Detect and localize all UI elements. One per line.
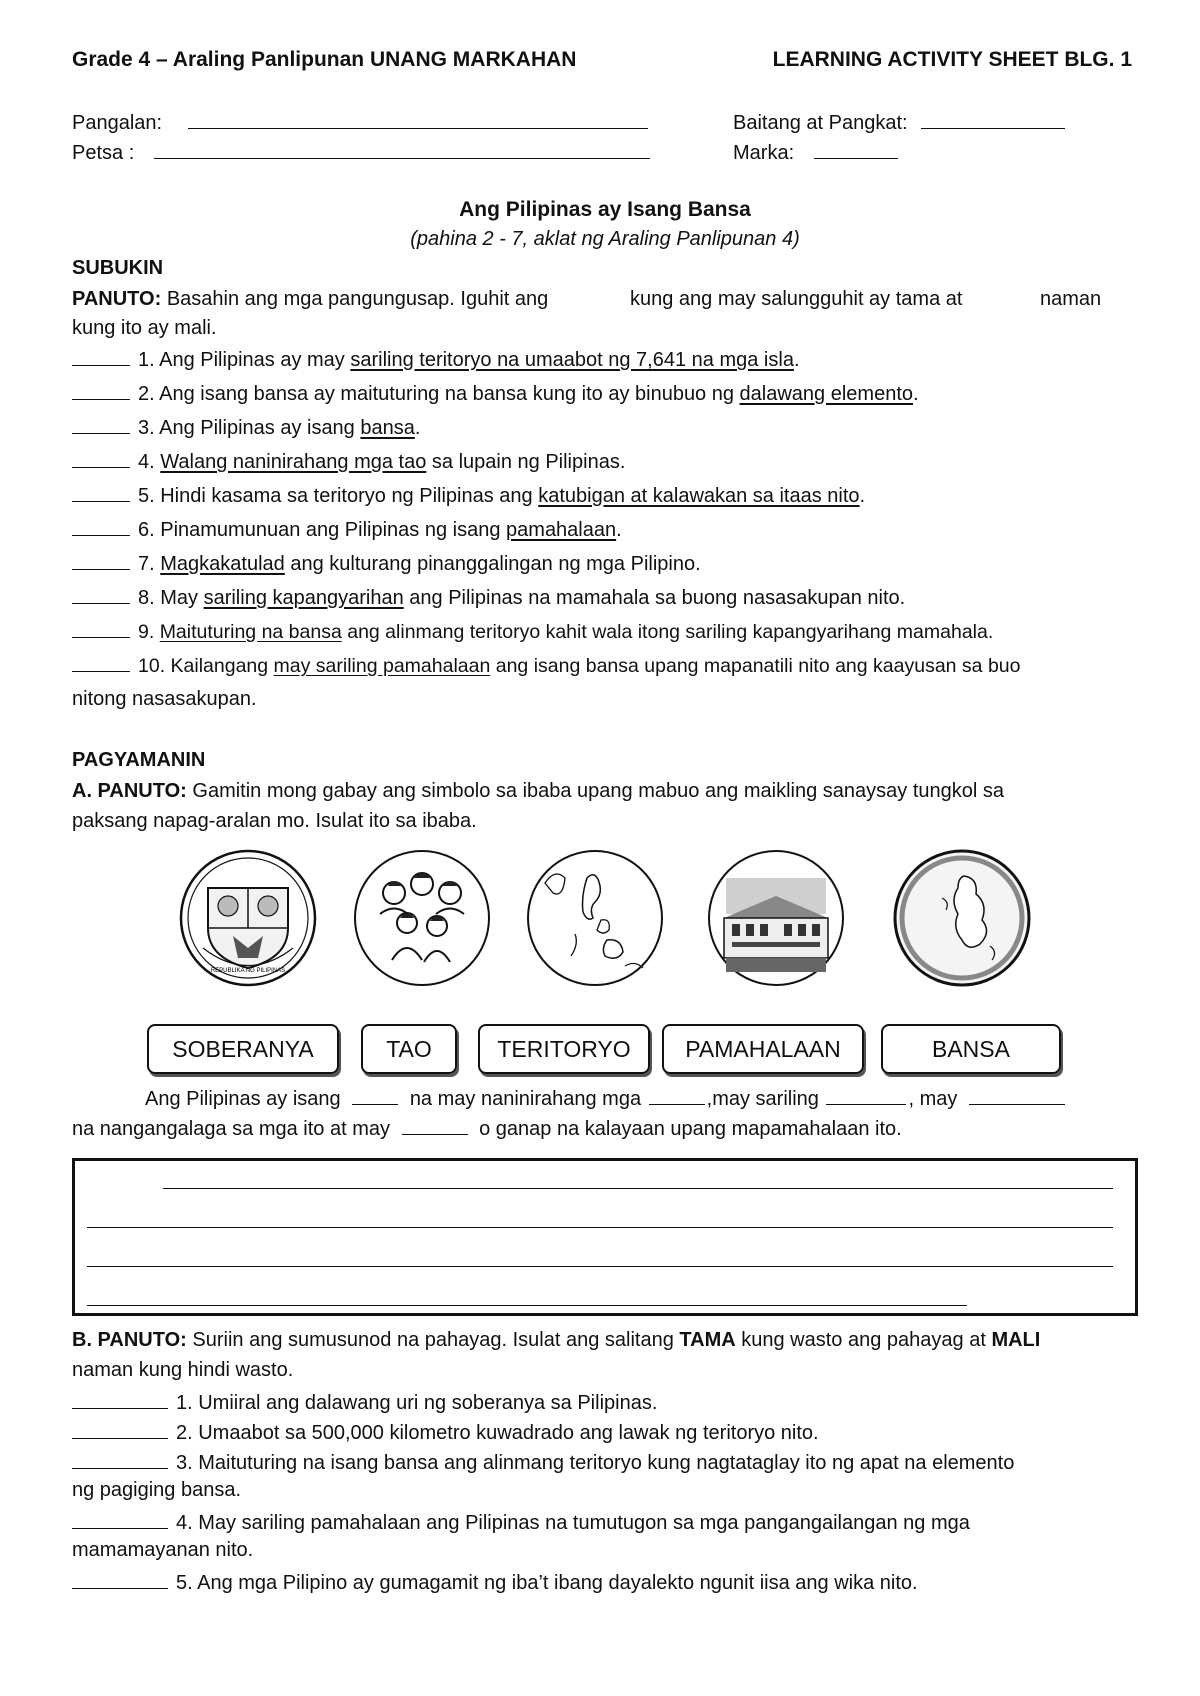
b-item [72,1450,1014,1475]
essay-text: na may naninirahang mga [409,1088,642,1110]
answer-blank[interactable] [72,1570,168,1589]
pagyamanin-directions [72,781,1004,801]
answer-blank[interactable] [72,551,130,570]
b-panuto-label: B. PANUTO: [72,1329,187,1351]
b-directions [72,1330,1040,1350]
subukin-item [72,619,993,644]
answer-blank[interactable] [72,483,130,502]
essay-blank[interactable] [352,1086,398,1105]
b-item [72,1570,918,1595]
answer-blank[interactable] [72,619,130,638]
name-label: Pangalan: [72,112,163,134]
philippine-seal-icon [178,848,318,988]
subukin-heading: SUBUKIN [72,257,164,279]
subukin-item [72,483,865,508]
b-panuto-text-mid: kung wasto ang pahayag at [741,1329,986,1351]
item-10-continuation: nitong nasasakupan. [72,688,257,710]
item-underlined: bansa [360,417,415,439]
item-underlined: Maituturing na bansa [159,621,342,643]
panuto-text-a: Basahin ang mga pangungusap. Iguhit ang [166,288,549,310]
subukin-item [72,381,919,406]
essay-answer-box[interactable] [72,1158,1138,1316]
answer-blank[interactable] [72,449,130,468]
answer-blank[interactable] [72,585,130,604]
item-text: 1. Ang Pilipinas ay may [138,349,351,371]
page-title: Ang Pilipinas ay Isang Bansa [459,198,751,221]
word-tao: TAO [361,1024,457,1074]
score-label: Marka: [733,142,795,164]
essay-text: Ang Pilipinas ay isang [145,1088,341,1110]
subukin-item [72,449,625,474]
word-bansa: BANSA [881,1024,1061,1074]
b-item-3-continuation: ng pagiging bansa. [72,1479,242,1501]
answer-blank[interactable] [72,517,130,536]
score-field [733,140,898,163]
item-text-end: ang isang bansa upang mapanatili nito ang kaayusan sa buo [490,655,1021,677]
item-underlined: may sariling pamahalaan [273,655,491,677]
item-underlined: Walang naninirahang mga tao [160,451,427,473]
b-item [72,1510,970,1535]
pagyamanin-heading: PAGYAMANIN [72,749,206,771]
b-item [72,1420,819,1445]
item-text-end: ang Pilipinas na mamahala sa buong nasasakupan nito. [403,587,906,609]
answer-line[interactable] [163,1188,1113,1189]
page-subtitle: (pahina 2 - 7, aklat ng Araling Panlipunan 4) [410,228,800,250]
item-text: 4. [138,451,161,473]
item-underlined: dalawang elemento [739,383,914,405]
subukin-item [72,415,420,440]
panuto-label: PANUTO: [72,288,162,310]
date-blank[interactable] [154,140,650,159]
item-text-end: ang alinmang teritoryo kahit wala itong sariling kapangyarihang mamahala. [341,621,994,643]
item-text-end: . [616,519,622,541]
answer-blank[interactable] [72,1390,168,1409]
a-panuto-text: Gamitin mong gabay ang simbolo sa ibaba upang mabuo ang maikling sanaysay tungkol sa [192,780,1005,802]
a-panuto-text-2: paksang napag-aralan mo. Isulat ito sa ibaba. [72,810,477,832]
answer-blank[interactable] [72,1450,168,1469]
word-pamahalaan: PAMAHALAAN [662,1024,864,1074]
answer-blank[interactable] [72,347,130,366]
item-underlined: sariling kapangyarihan [203,587,404,609]
subukin-item [72,347,800,372]
essay-blank[interactable] [826,1086,906,1105]
people-icon [352,848,492,988]
item-text-end: . [859,485,866,507]
item-underlined: pamahalaan [506,519,617,541]
globe-icon [892,848,1032,988]
essay-blank[interactable] [402,1116,468,1135]
item-text-end: ang kulturang pinanggalingan ng mga Pilipino. [284,553,701,575]
item-text: 5. Hindi kasama sa teritoryo ng Pilipinas ang [138,485,539,507]
answer-blank[interactable] [72,1510,168,1529]
a-panuto-label: A. PANUTO: [72,780,187,802]
item-text-end: sa lupain ng Pilipinas. [426,451,626,473]
tama-keyword: TAMA [679,1329,736,1351]
essay-blank[interactable] [969,1086,1065,1105]
b-item-text: 3. Maituturing na isang bansa ang alinmang teritoryo kung nagtataglay ito ng apat na elemento [176,1452,1015,1474]
essay-text: , may [908,1088,958,1110]
b-item-text: 1. Umiiral ang dalawang uri ng soberanya sa Pilipinas. [176,1392,658,1414]
name-field [72,110,648,133]
item-underlined: sariling teritoryo na umaabot ng 7,641 na mga isla [350,349,794,371]
essay-line-2 [72,1116,902,1139]
answer-blank[interactable] [72,1420,168,1439]
item-text: 7. [138,553,161,575]
mali-keyword: MALI [991,1329,1041,1351]
essay-blank[interactable] [649,1086,705,1105]
grade-section-label: Baitang at Pangkat: [733,112,908,134]
b-item-4-continuation: mamamayanan nito. [72,1539,254,1561]
item-text: 8. May [138,587,204,609]
header-subject: Grade 4 – Araling Panlipunan UNANG MARKAHAN [72,48,577,71]
grade-section-blank[interactable] [921,110,1065,129]
item-text-end: . [913,383,919,405]
item-text: 3. Ang Pilipinas ay isang [138,417,361,439]
answer-blank[interactable] [72,381,130,400]
word-teritoryo: TERITORYO [478,1024,650,1074]
subukin-directions [72,289,548,309]
essay-line-1 [145,1086,1065,1109]
item-text-end: . [793,349,800,371]
subukin-item [72,517,622,542]
subukin-item [72,585,905,610]
date-field [72,140,650,163]
b-item-text: 5. Ang mga Pilipino ay gumagamit ng iba’t ibang dayalekto ngunit iisa ang wika nito. [176,1572,918,1594]
item-text: 6. Pinamumunuan ang Pilipinas ng isang [138,519,507,541]
philippine-map-icon [525,848,665,988]
subukin-item [72,551,701,576]
answer-blank[interactable] [72,415,130,434]
item-text: 2. Ang isang bansa ay maituturing na bansa kung ito ay binubuo ng [138,383,740,405]
answer-line[interactable] [87,1227,1113,1228]
b-item [72,1390,657,1415]
item-underlined: katubigan at kalawakan sa itaas nito [538,485,860,507]
date-label: Petsa : [72,142,135,164]
panuto-text-c: naman [1040,288,1102,310]
score-blank[interactable] [814,140,898,159]
answer-blank[interactable] [72,653,130,672]
b-item-text: 4. May sariling pamahalaan ang Pilipinas na tumutugon sa mga pangangailangan ng mga [176,1512,970,1534]
item-text: 10. Kailangang [138,655,274,677]
b-item-text: 2. Umaabot sa 500,000 kilometro kuwadrado ang lawak ng teritoryo nito. [176,1422,819,1444]
item-text-end: . [414,417,421,439]
b-panuto-text-2: naman kung hindi wasto. [72,1359,294,1381]
name-blank[interactable] [188,110,648,129]
grade-section-field [733,110,1065,133]
panuto-text-d: kung ito ay mali. [72,317,217,339]
subukin-item [72,653,1020,678]
essay-text: o ganap na kalayaan upang mapamahalaan ito. [479,1118,902,1140]
essay-text: na nangangalaga sa mga ito at may [72,1118,390,1140]
government-building-icon [706,848,846,988]
item-underlined: Magkakatulad [160,553,285,575]
b-panuto-text: Suriin ang sumusunod na pahayag. Isulat ang salitang [192,1329,674,1351]
seal-text: REPUBLIKA NG PILIPINAS [210,968,286,974]
essay-text: ,may sariling [706,1088,819,1110]
panuto-text-b: kung ang may salungguhit ay tama at [630,288,963,310]
item-text: 9. [138,621,160,643]
header-sheet-number: LEARNING ACTIVITY SHEET BLG. 1 [772,48,1132,71]
answer-line[interactable] [87,1266,1113,1267]
answer-line[interactable] [87,1305,967,1306]
word-soberanya: SOBERANYA [147,1024,339,1074]
